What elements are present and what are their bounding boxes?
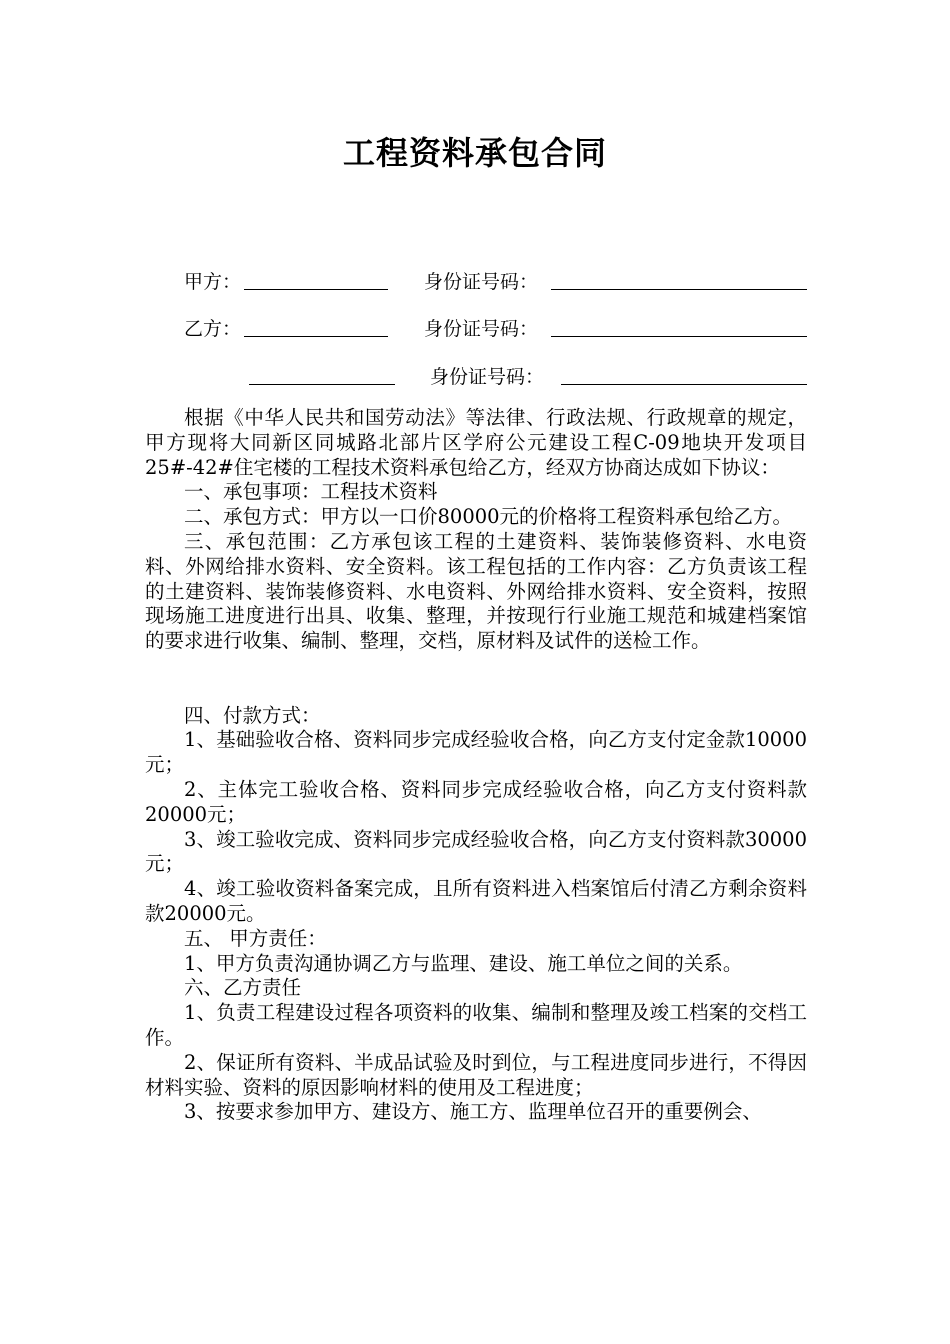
paragraph-preamble: 根据《中华人民共和国劳动法》等法律、行政法规、行政规章的规定，甲方现将大同新区同城路北部片区学府公元建设工程C-09地块开发项目25#-42#住宅楼的工程技术资料承包给乙方，经双方协商达成如下协议： [145,406,807,479]
party-b-id-label: 身份证号码： [424,318,539,340]
paragraph-party-b-duty-1: 1、负责工程建设过程各项资料的收集、编制和整理及竣工档案的交档工作。 [145,1001,807,1049]
party-b-id-line[interactable] [551,316,807,337]
paragraph-party-a-heading: 五、 甲方责任： [184,926,327,950]
paragraph-payment-4: 4、竣工验收资料备案完成，且所有资料进入档案馆后付清乙方剩余资料款20000元。 [145,877,807,925]
party-a-name-line[interactable] [244,269,388,290]
paragraph-payment-heading: 四、付款方式： [184,703,321,727]
paragraph-payment-2: 2、主体完工验收合格、资料同步完成经验收合格，向乙方支付资料款20000元； [145,777,807,826]
party-c-id-line[interactable] [561,364,807,385]
party-b-label: 乙方： [184,318,242,340]
paragraph-item-2: 二、承包方式：甲方以一口价80000元的价格将工程资料承包给乙方。 [184,505,793,529]
party-a-id-label: 身份证号码： [424,271,539,293]
party-c-id-label: 身份证号码： [430,366,545,388]
party-b-row [0,314,950,344]
contract-body [145,406,807,1125]
paragraph-party-b-heading: 六、乙方责任 [184,976,302,1000]
party-a-id-line[interactable] [551,269,807,290]
paragraph-party-b-duty-3: 3、按要求参加甲方、建设方、施工方、监理单位召开的重要例会、 [184,1100,762,1124]
paragraph-party-b-duty-2: 2、保证所有资料、半成品试验及时到位，与工程进度同步进行，不得因材料实验、资料的原因影响材料的使用及工程进度； [145,1050,807,1099]
paragraph-payment-1: 1、基础验收合格、资料同步完成经验收合格，向乙方支付定金款10000元； [145,728,807,777]
paragraph-party-a-duty-1: 1、甲方负责沟通协调乙方与监理、建设、施工单位之间的关系。 [184,951,743,975]
party-a-label: 甲方： [184,271,242,293]
party-c-row [0,362,950,392]
paragraph-payment-3: 3、竣工验收完成、资料同步完成经验收合格，向乙方支付资料款30000元； [145,827,807,876]
party-a-row [0,267,950,297]
paragraph-item-1: 一、承包事项：工程技术资料 [184,480,438,504]
paragraph-item-3: 三、承包范围：乙方承包该工程的土建资料、装饰装修资料、水电资料、外网给排水资料、安全资料。该工程包括的工作内容：乙方负责该工程的土建资料、装饰装修资料、水电资料、外网给排水资料、安全资料，按照现场施工进度进行出具、收集、整理，并按现行行业施工规范和城建档案馆的要求进行收集、编制、整理，交档，原材料及试件的送检工作。 [145,529,807,653]
party-b-name-line[interactable] [244,316,388,337]
document-title: 工程资料承包合同 [342,134,607,172]
party-c-name-line[interactable] [249,364,395,385]
